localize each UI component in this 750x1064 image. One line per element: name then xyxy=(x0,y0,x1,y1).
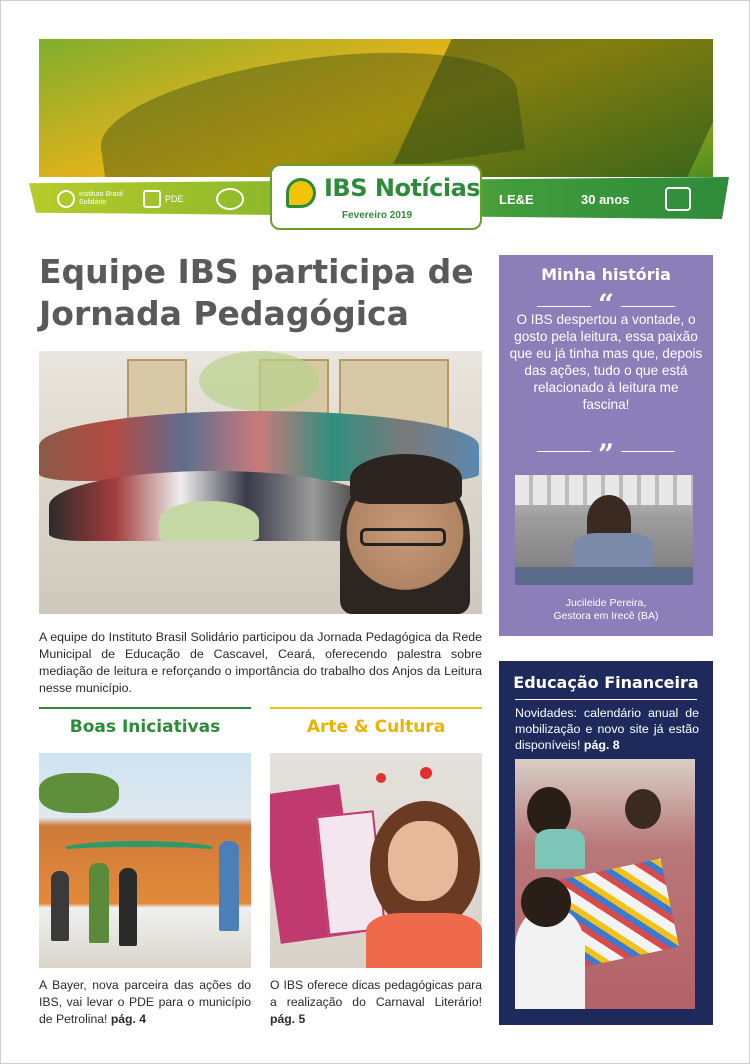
section-text-boas-iniciativas: A Bayer, nova parceira das ações do IBS, vai levar o PDE para o município de Petrolina! pág. 4 xyxy=(39,978,251,1026)
main-headline: Equipe IBS participa de Jornada Pedagógica xyxy=(39,252,474,333)
section-title-arte-cultura: Arte & Cultura xyxy=(306,717,446,737)
partner-logo-lee: LE&E xyxy=(499,191,534,207)
seal-logo-icon xyxy=(216,188,244,210)
section-title-boas-iniciativas: Boas Iniciativas xyxy=(69,717,221,737)
header-banner-image xyxy=(39,39,713,177)
child-reading-photo xyxy=(270,753,482,968)
heart-logo-icon xyxy=(57,190,75,208)
section-divider xyxy=(270,707,482,709)
open-quote-icon: “ xyxy=(597,288,615,321)
minha-historia-box xyxy=(499,255,713,636)
section-divider xyxy=(39,707,251,709)
educacao-financeira-title: Educação Financeira xyxy=(513,673,699,692)
testimonial-quote: O IBS despertou a vontade, o gosto pela leitura, essa paixão que eu já tinha mas que, depois das ações, tudo o que está relacionado à leitura me fascina! xyxy=(509,312,703,412)
partner-logo-pde: PDE xyxy=(143,187,184,211)
speech-bubble-logo-icon xyxy=(286,178,316,208)
partner-logo-book xyxy=(665,187,691,211)
group-photo xyxy=(39,351,482,614)
mural-photo xyxy=(39,753,251,968)
section-text-arte-cultura: O IBS oferece dicas pedagógicas para a realização do Carnaval Literário! pág. 5 xyxy=(270,978,482,1026)
person-name: Jucileide Pereira, xyxy=(565,597,647,609)
educacao-financeira-box xyxy=(499,661,713,1025)
page-reference: pág. 8 xyxy=(583,738,620,752)
page-reference: pág. 5 xyxy=(270,1012,306,1026)
partner-logo-30anos: 30 anos xyxy=(581,191,630,207)
minha-historia-title: Minha história xyxy=(541,265,671,284)
testimonial-photo xyxy=(515,475,693,585)
masthead-logo xyxy=(270,164,482,230)
book-logo-icon xyxy=(143,190,161,208)
children-puzzle-photo xyxy=(515,759,695,1009)
issue-date: Fevereiro 2019 xyxy=(342,210,413,221)
partner-logo-seal xyxy=(216,187,244,211)
educacao-financeira-text: Novidades: calendário anual de mobilização e novo site já estão disponíveis! pág. 8 xyxy=(515,706,699,752)
newsletter-title: IBS Notícias xyxy=(324,174,481,202)
lead-caption: A equipe do Instituto Brasil Solidário participou da Jornada Pedagógica da Rede Municipal de Educação de Cascavel, Ceará, oferecendo palestra sobre mediação de leitura e reforçando o importância do trabalho dos Anjos da Leitura nesse município. xyxy=(39,630,482,695)
person-role: Gestora em Irecê (BA) xyxy=(553,610,659,622)
partner-logo-ibs: Instituto Brasil Solidário xyxy=(57,187,139,211)
book-seal-icon xyxy=(665,187,691,211)
page-reference: pág. 4 xyxy=(110,1012,147,1026)
close-quote-icon: ” xyxy=(597,438,615,471)
testimonial-caption xyxy=(499,597,713,623)
divider xyxy=(515,699,697,700)
